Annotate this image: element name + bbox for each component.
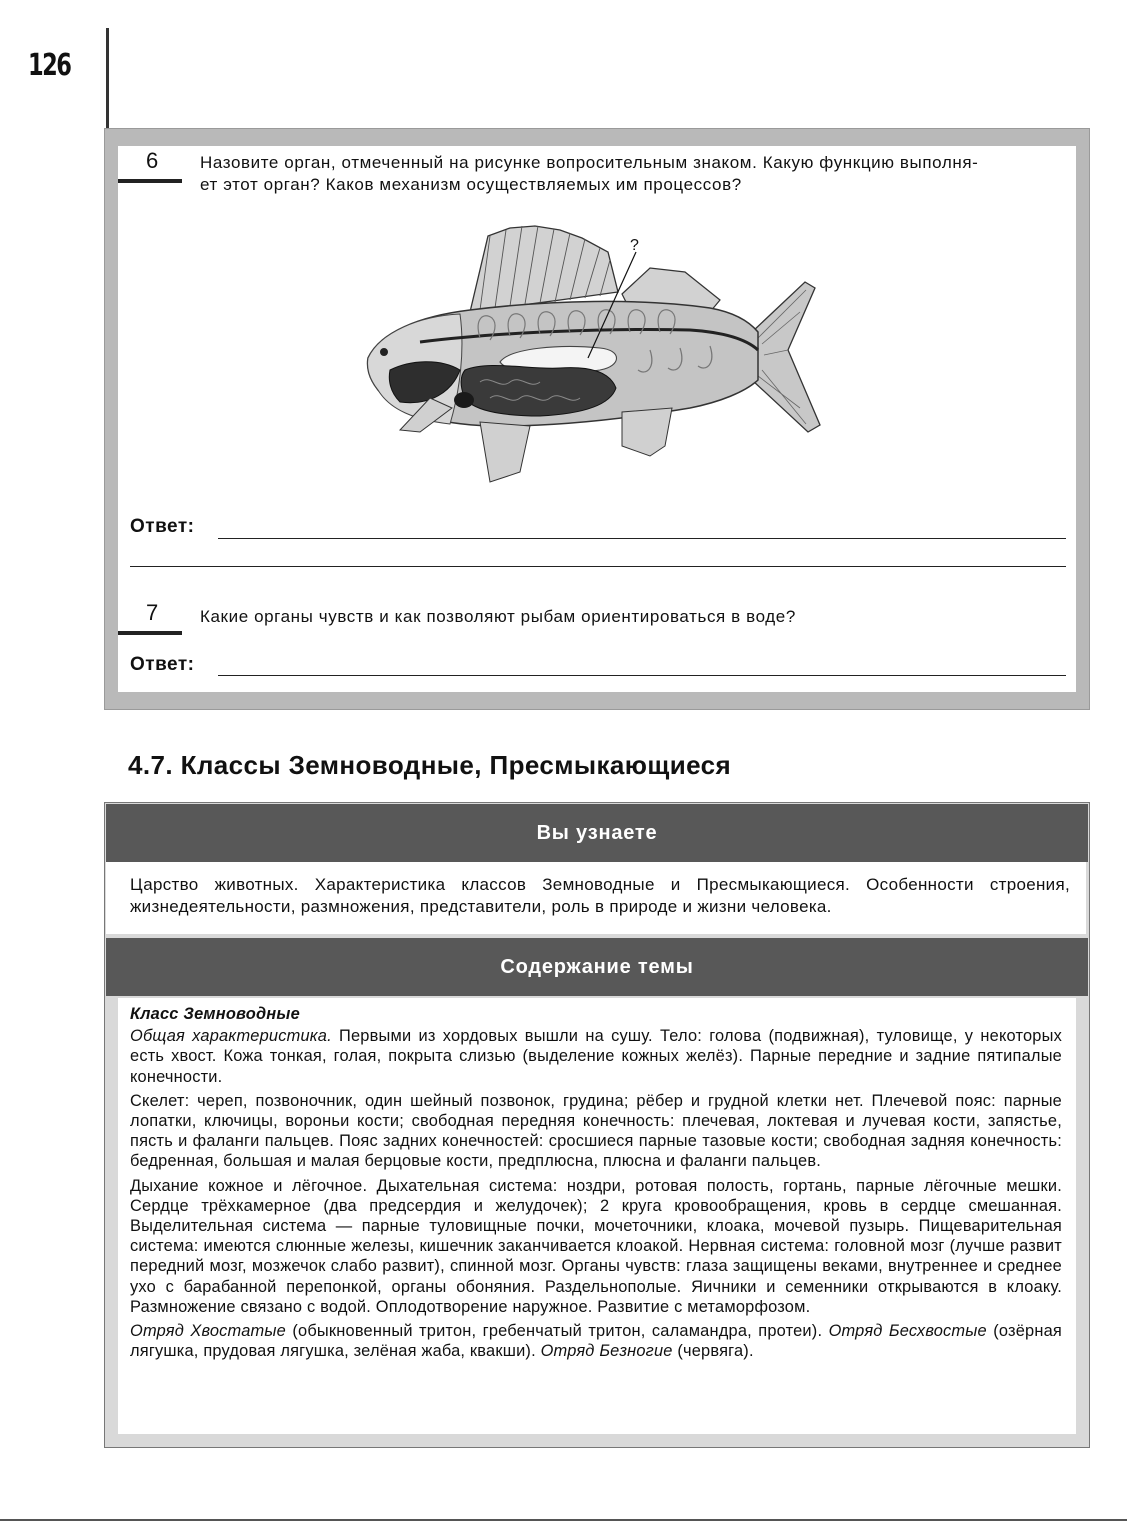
task-6-question-line-1: Назовите орган, отмеченный на рисунке вопросительным знаком. Какую функцию выполня-	[200, 153, 979, 172]
order-caudata-lead: Отряд Хвостатые	[130, 1322, 286, 1341]
eye	[380, 348, 388, 356]
task-6-question-line-2: ет этот орган? Каков механизм осуществляемых им процессов?	[200, 175, 742, 194]
section-title: 4.7. Классы Земноводные, Пресмыкающиеся	[128, 750, 732, 780]
you-will-learn-text: Царство животных. Характеристика классов Земноводные и Пресмыкающиеся. Особенности строения, жизнедеятельности, размножения, представители, роль в природе и жизни человека.	[130, 875, 1070, 916]
task-6-number: 6	[146, 148, 159, 173]
general-characteristics-text: Первыми из хордовых вышли на сушу. Тело: голова (подвижная), туловище, у некоторых есть хвост. Кожа тонкая, голая, покрыта слизью (выделение кожных желёз). Парные передние и задние пятипалые конечности.	[130, 1027, 1062, 1086]
task-7-number-underline	[118, 631, 182, 635]
heart	[454, 392, 474, 408]
task-7-answer-line[interactable]	[218, 675, 1066, 676]
task-7-question: Какие органы чувств и как позволяют рыбам ориентироваться в воде?	[200, 607, 796, 626]
order-apoda-lead: Отряд Безногие	[540, 1342, 673, 1361]
order-caudata-text: (обыкновенный тритон, гребенчатый тритон, саламандра, протеи).	[285, 1322, 829, 1341]
you-will-learn-header: Вы узнаете	[106, 804, 1088, 862]
task-6-answer-line-1[interactable]	[218, 538, 1066, 539]
task-6-number-underline	[118, 179, 182, 183]
topic-content-header: Содержание темы	[106, 938, 1088, 996]
general-characteristics-lead: Общая характеристика.	[130, 1027, 332, 1046]
task-7-number: 7	[146, 600, 159, 625]
skeleton-paragraph: Скелет: череп, позвоночник, один шейный позвонок, грудина; рёбер и грудной клетки нет. Плечевой пояс: парные лопатки, ключицы, вороньи кости; свободная передняя конечность: плечевая, локтевая и лучевая кости, запястье, пясть и фаланги пальцев. Пояс задних конечностей: сросшиеся парные тазовые кости; свободная задняя конечность: бедренная, большая и малая берцовые кости, предплюсна, плюсна и фаланги пальцев.	[130, 1091, 1062, 1171]
bottom-rule	[0, 1519, 1127, 1521]
class-amphibians-heading: Класс Земноводные	[130, 1005, 300, 1023]
anal-fin	[622, 408, 672, 456]
orders-paragraph	[130, 1321, 1062, 1361]
order-apoda-text: (червяга).	[672, 1342, 754, 1361]
fish-anatomy-figure	[360, 220, 840, 510]
question-mark-label: ?	[630, 237, 639, 254]
task-6-answer-line-2[interactable]	[130, 566, 1066, 567]
task-7-answer-label: Ответ:	[130, 654, 195, 675]
caudal-fin	[752, 282, 820, 432]
task-6-answer-label: Ответ:	[130, 516, 195, 537]
general-characteristics-paragraph	[130, 1026, 1062, 1087]
order-anura-text: (озёрная лягушка, прудовая лягушка, зелёная жаба, квакши).	[130, 1322, 1062, 1361]
organ-systems-paragraph: Дыхание кожное и лёгочное. Дыхательная система: ноздри, ротовая полость, гортань, парные лёгочные мешки. Сердце трёхкамерное (два предсердия и желудочек); 2 круга кровообращения, кровь в сердце смешанная. Выделительная система — парные туловищные почки, мочеточники, клоака, мочевой пузырь. Пищеварительная система: имеются слюнные железы, кишечник заканчивается клоакой. Нервная система: головной мозг (лучше развит передний мозг, мозжечок слабо развит), спинной мозг. Органы чувств: глаза защищены веками, внутреннее и среднее ухо с барабанной перепонкой, органы обоняния. Раздельнополые. Яичники и семенники открываются в клоаку. Размножение связано с водой. Оплодотворение наружное. Развитие с метаморфозом.	[130, 1176, 1062, 1316]
margin-rule	[106, 28, 109, 136]
pelvic-fin	[480, 422, 530, 482]
page-number: 126	[28, 48, 71, 83]
dorsal-fin-spiny	[470, 226, 618, 312]
order-anura-lead: Отряд Бесхвостые	[828, 1322, 987, 1341]
topic-content-body	[130, 1004, 1062, 1365]
